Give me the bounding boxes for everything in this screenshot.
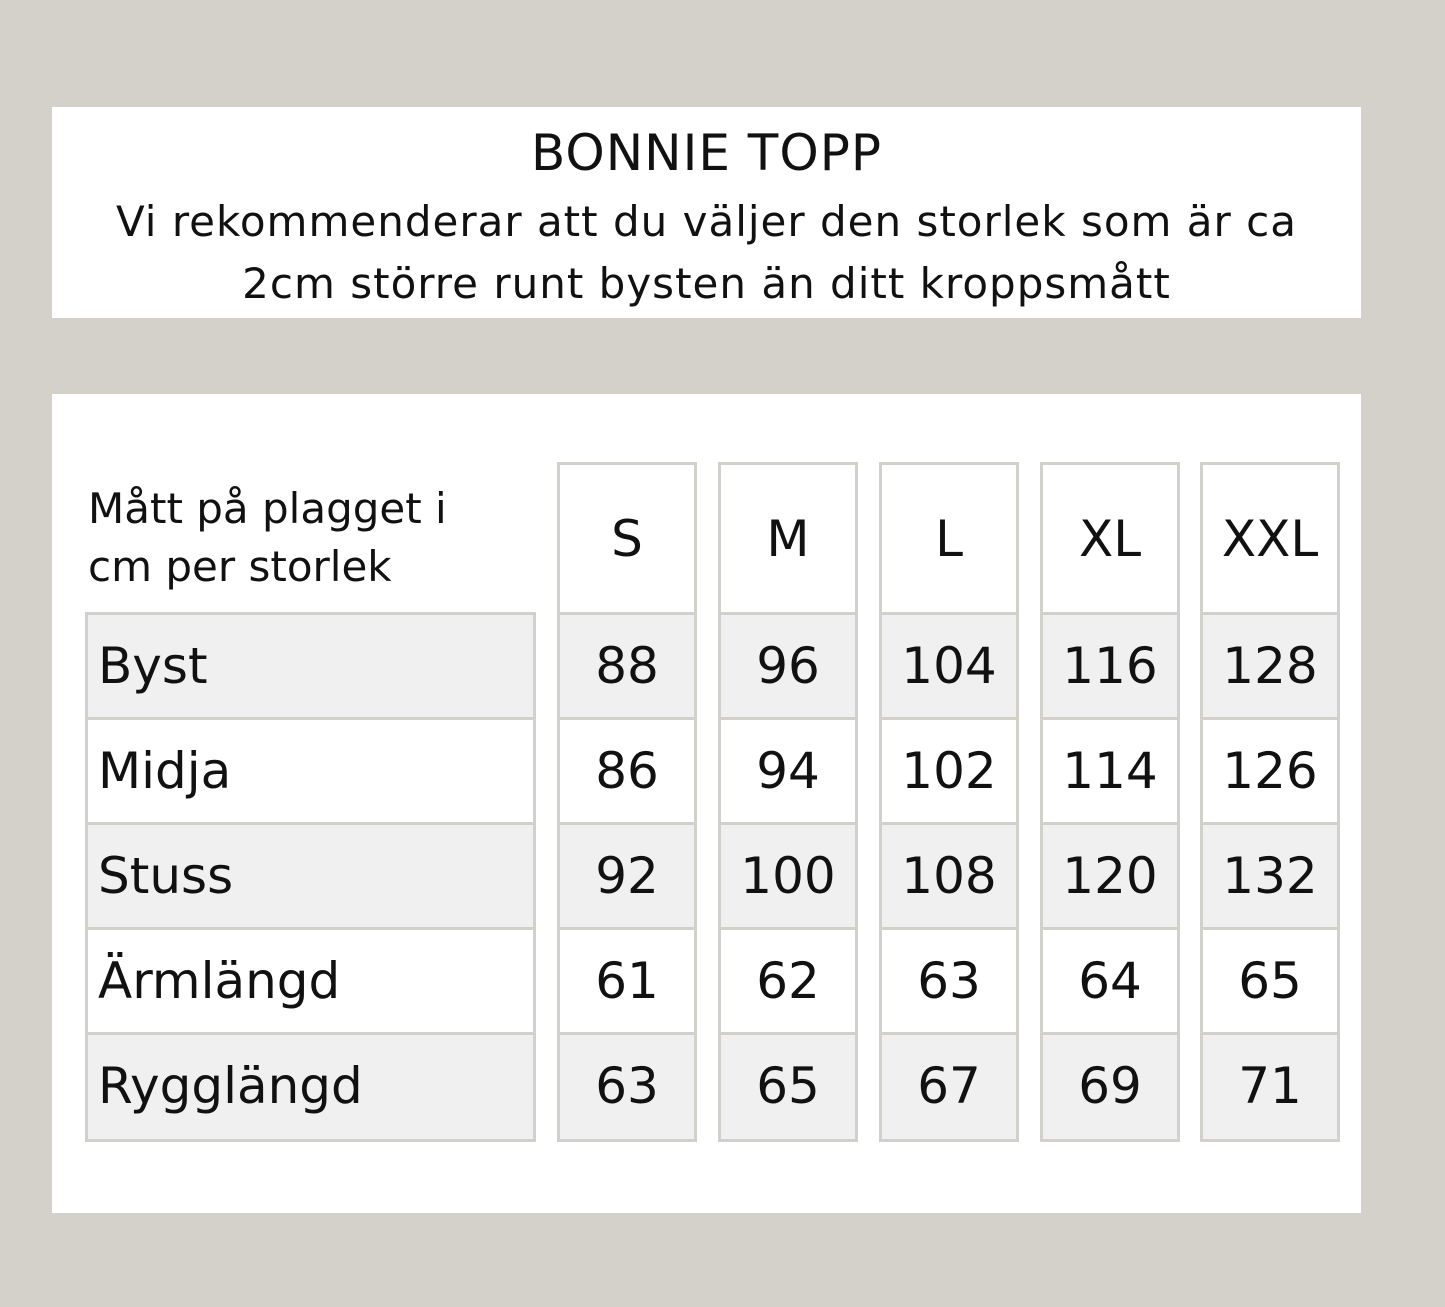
table-cell: 104 [882, 615, 1016, 720]
table-cell: 108 [882, 825, 1016, 930]
table-cell: 86 [560, 720, 694, 825]
table-cell: 69 [1043, 1035, 1177, 1139]
size-header-m: M [721, 465, 855, 615]
table-cell: 132 [1203, 825, 1337, 930]
size-header-l: L [882, 465, 1016, 615]
table-cell: 63 [560, 1035, 694, 1139]
row-label-rygglangd: Rygglängd [88, 1035, 533, 1139]
page-subtitle: Vi rekommenderar att du väljer den storlek som är ca 2cm större runt bysten än ditt kroppsmått [116, 197, 1297, 308]
table-cell: 65 [721, 1035, 855, 1139]
table-heading: Mått på plagget i cm per storlek [88, 484, 447, 591]
table-cell: 63 [882, 930, 1016, 1035]
table-cell: 71 [1203, 1035, 1337, 1139]
table-cell: 65 [1203, 930, 1337, 1035]
table-cell: 61 [560, 930, 694, 1035]
table-cell: 64 [1043, 930, 1177, 1035]
row-label-stuss: Stuss [88, 825, 533, 930]
table-cell: 92 [560, 825, 694, 930]
table-cell: 100 [721, 825, 855, 930]
table-cell: 88 [560, 615, 694, 720]
size-column-l [879, 462, 1019, 1142]
table-cell: 102 [882, 720, 1016, 825]
page-title: BONNIE TOPP [530, 124, 882, 182]
table-cell: 94 [721, 720, 855, 825]
size-table-panel [52, 394, 1361, 1213]
table-cell: 126 [1203, 720, 1337, 825]
measurement-label-column [85, 612, 536, 1142]
size-column-m [718, 462, 858, 1142]
size-header-s: S [560, 465, 694, 615]
table-cell: 128 [1203, 615, 1337, 720]
row-label-midja: Midja [88, 720, 533, 825]
row-label-byst: Byst [88, 615, 533, 720]
table-cell: 114 [1043, 720, 1177, 825]
table-cell: 120 [1043, 825, 1177, 930]
header-panel [52, 107, 1361, 318]
table-cell: 67 [882, 1035, 1016, 1139]
table-cell: 116 [1043, 615, 1177, 720]
row-label-armlangd: Ärmlängd [88, 930, 533, 1035]
size-column-xxl [1200, 462, 1340, 1142]
size-header-xxl: XXL [1203, 465, 1337, 615]
table-cell: 62 [721, 930, 855, 1035]
table-cell: 96 [721, 615, 855, 720]
size-header-xl: XL [1043, 465, 1177, 615]
size-column-xl [1040, 462, 1180, 1142]
size-column-s [557, 462, 697, 1142]
